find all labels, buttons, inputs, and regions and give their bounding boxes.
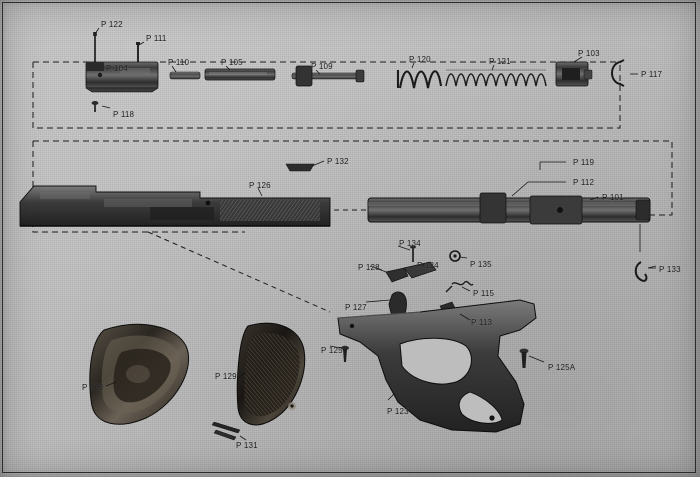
part-label-p126: P 126 <box>249 181 271 190</box>
part-p120 <box>398 70 441 88</box>
part-label-p127: P 127 <box>345 303 367 312</box>
part-label-p125: P 125 <box>321 346 343 355</box>
part-label-p125a: P 125A <box>548 363 576 372</box>
part-p117 <box>612 60 624 86</box>
part-p130 <box>90 324 189 424</box>
part-label-p124: P 124 <box>417 261 439 270</box>
part-label-p117: P 117 <box>641 70 663 79</box>
part-label-p122: P 122 <box>101 20 123 29</box>
part-label-p119: P 119 <box>573 158 595 167</box>
leader-lines-upper-right <box>512 162 566 196</box>
part-label-p128: P 128 <box>358 263 380 272</box>
part-p103 <box>556 62 592 86</box>
part-p125a <box>520 349 545 368</box>
part-label-p133: P 133 <box>659 265 681 274</box>
part-p129 <box>237 323 304 425</box>
part-label-p118: P 118 <box>113 110 135 119</box>
part-p126 <box>20 186 330 226</box>
part-label-p105: P 105 <box>221 58 243 67</box>
part-p122 <box>93 32 97 62</box>
part-frame-assembly <box>338 300 536 432</box>
part-p105 <box>205 69 275 80</box>
part-label-p123: P 123 <box>387 407 409 416</box>
part-label-p115: P 115 <box>473 289 495 298</box>
part-label-p104: P 104 <box>106 64 128 73</box>
part-p135 <box>450 251 460 261</box>
part-label-p121: P 121 <box>489 57 511 66</box>
part-p110 <box>170 72 200 79</box>
part-p133 <box>636 262 647 281</box>
part-label-p130: P 130 <box>82 383 104 392</box>
part-p131 <box>212 422 246 440</box>
part-label-p103: P 103 <box>578 49 600 58</box>
part-p132 <box>286 164 314 171</box>
part-label-p129: P 129 <box>215 372 237 381</box>
part-label-p132: P 132 <box>327 157 349 166</box>
part-label-p109: P 109 <box>311 62 333 71</box>
dash-receiver-to-frame <box>148 232 330 312</box>
part-label-p101: P 101 <box>602 193 624 202</box>
part-label-p135: P 135 <box>470 260 492 269</box>
part-p128 <box>376 268 408 282</box>
part-label-p134: P 134 <box>399 239 421 248</box>
part-label-p131: P 131 <box>236 441 258 450</box>
part-label-p112: P 112 <box>573 178 595 187</box>
part-label-p120: P 120 <box>409 55 431 64</box>
part-p118 <box>92 101 99 112</box>
part-label-p113: P 113 <box>471 318 493 327</box>
part-label-p110: P 110 <box>168 58 190 67</box>
part-p121 <box>446 70 546 86</box>
part-label-p111: P 111 <box>146 34 167 43</box>
